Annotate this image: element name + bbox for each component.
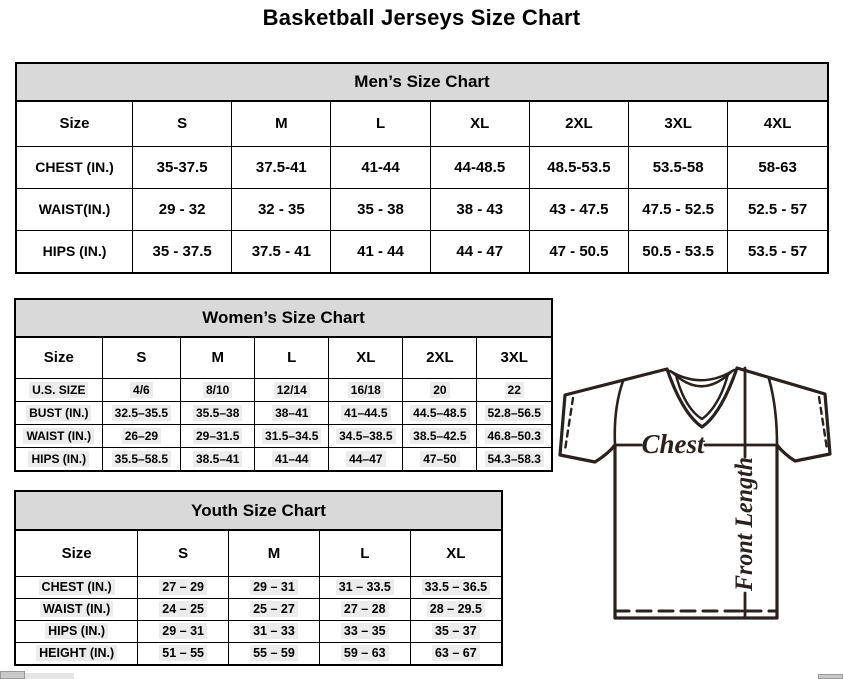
column-header: S xyxy=(102,338,181,378)
size-value-cell: 59 – 63 xyxy=(319,642,410,664)
youth-table xyxy=(16,531,501,664)
size-value-cell: 35.5–58.5 xyxy=(102,447,181,470)
size-value-cell: 25 – 27 xyxy=(229,598,320,620)
size-value-cell: 29 – 31 xyxy=(229,576,320,598)
column-header: XL xyxy=(430,102,529,146)
table-row xyxy=(17,230,827,272)
row-label: HIPS (IN.) xyxy=(16,447,102,470)
youth-chart-title: Youth Size Chart xyxy=(16,492,501,531)
column-header: S xyxy=(133,102,232,146)
size-value-cell: 54.3–58.3 xyxy=(477,447,551,470)
size-value-cell: 22 xyxy=(477,378,551,401)
size-value-cell: 32.5–35.5 xyxy=(102,401,181,424)
size-value-cell: 44.5–48.5 xyxy=(403,401,477,424)
size-value-cell: 41 - 44 xyxy=(331,230,430,272)
row-label: BUST (IN.) xyxy=(16,401,102,424)
row-label: CHEST (IN.) xyxy=(17,146,133,188)
horizontal-scrollbar-track[interactable] xyxy=(25,673,74,679)
size-value-cell: 4/6 xyxy=(102,378,181,401)
page-title: Basketball Jerseys Size Chart xyxy=(262,5,581,30)
size-value-cell: 53.5 - 57 xyxy=(728,230,827,272)
size-value-cell: 31.5–34.5 xyxy=(255,424,329,447)
size-value-cell: 20 xyxy=(403,378,477,401)
column-header: Size xyxy=(17,102,133,146)
size-value-cell: 58-63 xyxy=(728,146,827,188)
row-label: U.S. SIZE xyxy=(16,378,102,401)
size-value-cell: 37.5 - 41 xyxy=(232,230,331,272)
size-value-cell: 29 - 32 xyxy=(133,188,232,230)
row-label: WAIST(IN.) xyxy=(17,188,133,230)
size-value-cell: 27 – 28 xyxy=(319,598,410,620)
size-value-cell: 33 – 35 xyxy=(319,620,410,642)
column-header: L xyxy=(331,102,430,146)
size-value-cell: 50.5 - 53.5 xyxy=(629,230,728,272)
size-value-cell: 38 - 43 xyxy=(430,188,529,230)
table-row xyxy=(17,146,827,188)
table-row xyxy=(16,447,551,470)
size-value-cell: 38.5–42.5 xyxy=(403,424,477,447)
size-value-cell: 32 - 35 xyxy=(232,188,331,230)
size-value-cell: 27 – 29 xyxy=(138,576,229,598)
size-value-cell: 16/18 xyxy=(329,378,403,401)
chest-label: Chest xyxy=(641,429,705,459)
header-row xyxy=(17,102,827,146)
men-table xyxy=(17,102,827,272)
size-value-cell: 34.5–38.5 xyxy=(329,424,403,447)
column-header: 3XL xyxy=(629,102,728,146)
column-header: Size xyxy=(16,338,102,378)
size-value-cell: 47.5 - 52.5 xyxy=(629,188,728,230)
column-header: S xyxy=(138,531,229,576)
header-row xyxy=(16,531,501,576)
size-value-cell: 33.5 – 36.5 xyxy=(410,576,501,598)
column-header: 2XL xyxy=(529,102,628,146)
left-armhole-seam xyxy=(615,381,623,445)
size-value-cell: 52.5 - 57 xyxy=(728,188,827,230)
left-cuff-dashed-line xyxy=(565,398,573,450)
mens-size-chart xyxy=(15,62,829,274)
table-row xyxy=(16,576,501,598)
size-value-cell: 63 – 67 xyxy=(410,642,501,664)
size-value-cell: 35 – 37 xyxy=(410,620,501,642)
row-label: HEIGHT (IN.) xyxy=(16,642,138,664)
men-chart-title: Men’s Size Chart xyxy=(17,64,827,102)
header-row xyxy=(16,338,551,378)
size-value-cell: 38.5–41 xyxy=(181,447,255,470)
size-value-cell: 28 – 29.5 xyxy=(410,598,501,620)
column-header: M xyxy=(229,531,320,576)
column-header: XL xyxy=(329,338,403,378)
jersey-measurement-diagram xyxy=(555,353,840,631)
size-value-cell: 8/10 xyxy=(181,378,255,401)
row-label: HIPS (IN.) xyxy=(16,620,138,642)
size-value-cell: 38–41 xyxy=(255,401,329,424)
women-chart-title: Women’s Size Chart xyxy=(16,300,551,338)
table-row xyxy=(16,642,501,664)
size-value-cell: 26–29 xyxy=(102,424,181,447)
women-table xyxy=(16,338,551,470)
column-header: XL xyxy=(410,531,501,576)
size-value-cell: 41–44 xyxy=(255,447,329,470)
size-value-cell: 47 - 50.5 xyxy=(529,230,628,272)
size-value-cell: 31 – 33.5 xyxy=(319,576,410,598)
table-row xyxy=(16,378,551,401)
size-value-cell: 52.8–56.5 xyxy=(477,401,551,424)
size-value-cell: 35 - 37.5 xyxy=(133,230,232,272)
size-value-cell: 35-37.5 xyxy=(133,146,232,188)
table-row xyxy=(16,598,501,620)
jersey-outline xyxy=(560,368,830,618)
table-row xyxy=(16,620,501,642)
horizontal-scrollbar-thumb[interactable] xyxy=(0,671,25,679)
size-value-cell: 48.5-53.5 xyxy=(529,146,628,188)
row-label: CHEST (IN.) xyxy=(16,576,138,598)
womens-size-chart xyxy=(14,298,553,472)
size-value-cell: 47–50 xyxy=(403,447,477,470)
youth-size-chart xyxy=(14,490,503,666)
size-value-cell: 41–44.5 xyxy=(329,401,403,424)
right-armhole-seam xyxy=(769,379,777,445)
column-header: M xyxy=(181,338,255,378)
front-length-label: Front Length xyxy=(731,451,758,591)
size-value-cell: 44 - 47 xyxy=(430,230,529,272)
size-value-cell: 35.5–38 xyxy=(181,401,255,424)
table-row xyxy=(16,401,551,424)
size-value-cell: 29 – 31 xyxy=(138,620,229,642)
column-header: 2XL xyxy=(403,338,477,378)
size-value-cell: 55 – 59 xyxy=(229,642,320,664)
column-header: 3XL xyxy=(477,338,551,378)
table-row xyxy=(16,424,551,447)
table-row xyxy=(17,188,827,230)
size-value-cell: 24 – 25 xyxy=(138,598,229,620)
row-label: WAIST (IN.) xyxy=(16,598,138,620)
column-header: M xyxy=(232,102,331,146)
column-header: L xyxy=(319,531,410,576)
size-value-cell: 41-44 xyxy=(331,146,430,188)
size-value-cell: 29–31.5 xyxy=(181,424,255,447)
row-label: WAIST (IN.) xyxy=(16,424,102,447)
size-value-cell: 44-48.5 xyxy=(430,146,529,188)
column-header: 4XL xyxy=(728,102,827,146)
size-value-cell: 51 – 55 xyxy=(138,642,229,664)
size-value-cell: 43 - 47.5 xyxy=(529,188,628,230)
size-value-cell: 31 – 33 xyxy=(229,620,320,642)
size-value-cell: 37.5-41 xyxy=(232,146,331,188)
column-header: Size xyxy=(16,531,138,576)
size-value-cell: 35 - 38 xyxy=(331,188,430,230)
row-label: HIPS (IN.) xyxy=(17,230,133,272)
column-header: L xyxy=(255,338,329,378)
size-value-cell: 44–47 xyxy=(329,447,403,470)
size-value-cell: 53.5-58 xyxy=(629,146,728,188)
size-value-cell: 46.8–50.3 xyxy=(477,424,551,447)
vertical-scrollbar-fragment[interactable] xyxy=(818,674,843,679)
size-value-cell: 12/14 xyxy=(255,378,329,401)
